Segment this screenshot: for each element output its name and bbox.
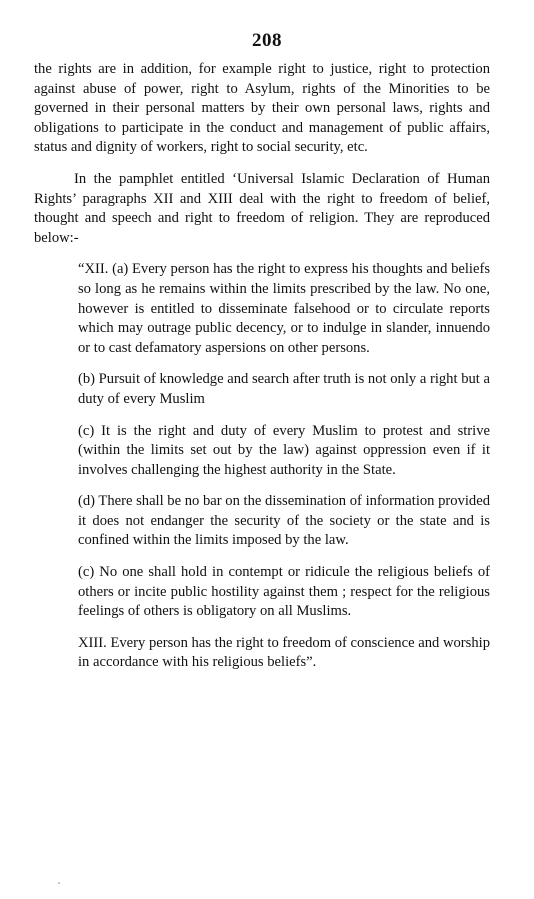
paragraph-rights-list: the rights are in addition, for example right to justice, right to protection against abuse of power, right to Asylum, rights of the Minorities to be governed in their personal matters by their own personal laws, rights and obligations to participate in the conduct and management of public affairs, status and dignity of workers, right to social security, etc. — [34, 61, 490, 156]
quote-item-xii-a: “XII. (a) Every person has the right to express his thoughts and beliefs so long as he remains within the limits prescribed by the law. No one, however is entitled to disseminate falsehood or to circulate reports which may outrage public decency, or to indulge in slander, innuendo or to cast defamatory aspersions on other persons. — [78, 261, 490, 356]
paragraph-pamphlet-intro: In the pamphlet entitled ‘Universal Islamic Declaration of Human Rights’ paragraphs XII and XIII deal with the right to freedom of belief, thought and speech and right to freedom of religion. They are reproduced below:- — [34, 170, 490, 246]
quote-item-xiii: XIII. Every person has the right to freedom of conscience and worship in accordance with his religious beliefs”. — [78, 634, 490, 671]
block-quote — [78, 260, 490, 673]
page-number: 208 — [252, 30, 282, 51]
quote-item-xii-c: (c) It is the right and duty of every Muslim to protest and strive (within the limits set out by the law) against oppression even if it involves challenging the highest authority in the State. — [78, 422, 490, 478]
quote-item-xii-d: (d) There shall be no bar on the dissemination of information provided it does not endanger the security of the society or the state and is confined within the limits imposed by the law. — [78, 493, 490, 549]
quote-item-xii-b: (b) Pursuit of knowledge and search after truth is not only a right but a duty of every Muslim — [78, 371, 490, 407]
quote-item-xii-e: (c) No one shall hold in contempt or ridicule the religious beliefs of others or incite public hostility against them ; respect for the religious feelings of others is obligatory on all Muslims. — [78, 564, 490, 620]
page-body — [34, 60, 490, 673]
scan-speck — [58, 882, 60, 884]
